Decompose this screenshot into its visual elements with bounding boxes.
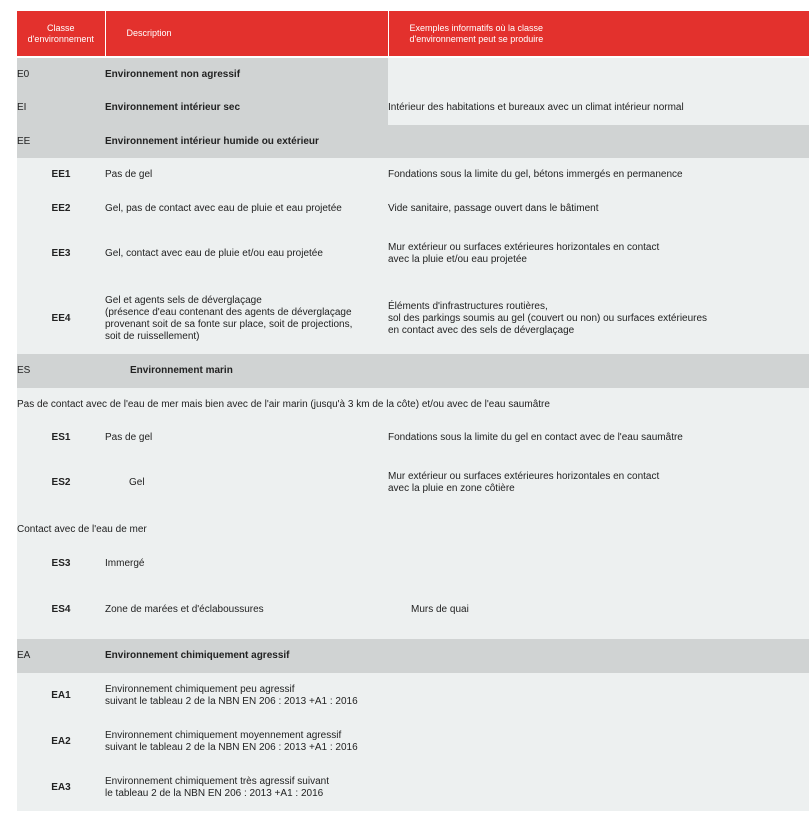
table-row-es [17,354,809,388]
class-description: Environnement chimiquement agressif [105,639,809,673]
class-code: EE3 [17,225,105,283]
table-row-ee [17,125,809,158]
class-code: EA3 [17,765,105,811]
class-example [388,57,809,91]
table-row-es1 [17,421,809,454]
header-description: Description [105,11,388,57]
class-example: Fondations sous la limite du gel en contact avec de l'eau saumâtre [388,421,809,454]
class-code: ES [17,354,105,388]
table-header-row [17,11,809,57]
environment-class-table [17,11,809,811]
class-code: EE4 [17,283,105,354]
class-description: Gel et agents sels de déverglaçage (présence d'eau contenant des agents de déverglaçage provenant soit de sa fonte sur place, soit de projections, soit de ruissellement) [105,283,388,354]
table-row-e0 [17,57,809,91]
class-code: EA2 [17,719,105,765]
class-example [388,547,809,581]
class-code: EE1 [17,158,105,192]
class-description: Environnement marin [105,354,809,388]
table-note-row [17,512,809,547]
table-row-ea1 [17,673,809,719]
class-code: EI [17,91,105,125]
class-description: Environnement chimiquement moyennement agressif suivant le tableau 2 de la NBN EN 206 : 2013 +A1 : 2016 [105,719,388,765]
class-code: ES3 [17,547,105,581]
header-examples: Exemples informatifs où la classe d'environnement peut se produire [388,11,809,57]
class-description: Pas de gel [105,158,388,192]
table-row-ee2 [17,192,809,225]
class-code: EA1 [17,673,105,719]
subgroup-note: Pas de contact avec de l'eau de mer mais bien avec de l'air marin (jusqu'à 3 km de la côte) et/ou avec de l'eau saumâtre [17,388,809,421]
header-class: Classe d'environnement [17,11,105,57]
class-description: Gel, pas de contact avec eau de pluie et eau projetée [105,192,388,225]
class-example: Mur extérieur ou surfaces extérieures horizontales en contact avec la pluie en zone côtière [388,454,809,512]
class-description: Environnement chimiquement peu agressif suivant le tableau 2 de la NBN EN 206 : 2013 +A1 : 2016 [105,673,388,719]
class-description: Gel [105,454,388,512]
class-example: Éléments d'infrastructures routières, sol des parkings soumis au gel (couvert ou non) ou surfaces extérieures en contact avec des sels de déverglaçage [388,283,809,354]
table-row-ei [17,91,809,125]
class-example: Intérieur des habitations et bureaux avec un climat intérieur normal [388,91,809,125]
class-description: Environnement non agressif [105,57,388,91]
class-description: Environnement chimiquement très agressif suivant le tableau 2 de la NBN EN 206 : 2013 +A1 : 2016 [105,765,388,811]
class-example: Mur extérieur ou surfaces extérieures horizontales en contact avec la pluie et/ou eau projetée [388,225,809,283]
class-description: Environnement intérieur sec [105,91,388,125]
table-row-ee4 [17,283,809,354]
class-example: Fondations sous la limite du gel, bétons immergés en permanence [388,158,809,192]
table-row-es2 [17,454,809,512]
class-description: Immergé [105,547,388,581]
class-code: ES2 [17,454,105,512]
class-description: Pas de gel [105,421,388,454]
class-example: Murs de quai [388,581,809,639]
class-example [388,765,809,811]
table-note-row [17,388,809,421]
class-code: EE2 [17,192,105,225]
class-description: Zone de marées et d'éclaboussures [105,581,388,639]
class-code: E0 [17,57,105,91]
table-row-ea3 [17,765,809,811]
class-code: ES4 [17,581,105,639]
class-example [388,719,809,765]
table-row-ee1 [17,158,809,192]
table-row-es3 [17,547,809,581]
class-code: EE [17,125,105,158]
class-code: EA [17,639,105,673]
table-row-es4 [17,581,809,639]
class-example: Vide sanitaire, passage ouvert dans le bâtiment [388,192,809,225]
class-code: ES1 [17,421,105,454]
class-description: Gel, contact avec eau de pluie et/ou eau projetée [105,225,388,283]
table-row-ea [17,639,809,673]
class-example [388,673,809,719]
table-row-ea2 [17,719,809,765]
class-description: Environnement intérieur humide ou extérieur [105,125,809,158]
subgroup-note: Contact avec de l'eau de mer [17,512,809,547]
table-row-ee3 [17,225,809,283]
